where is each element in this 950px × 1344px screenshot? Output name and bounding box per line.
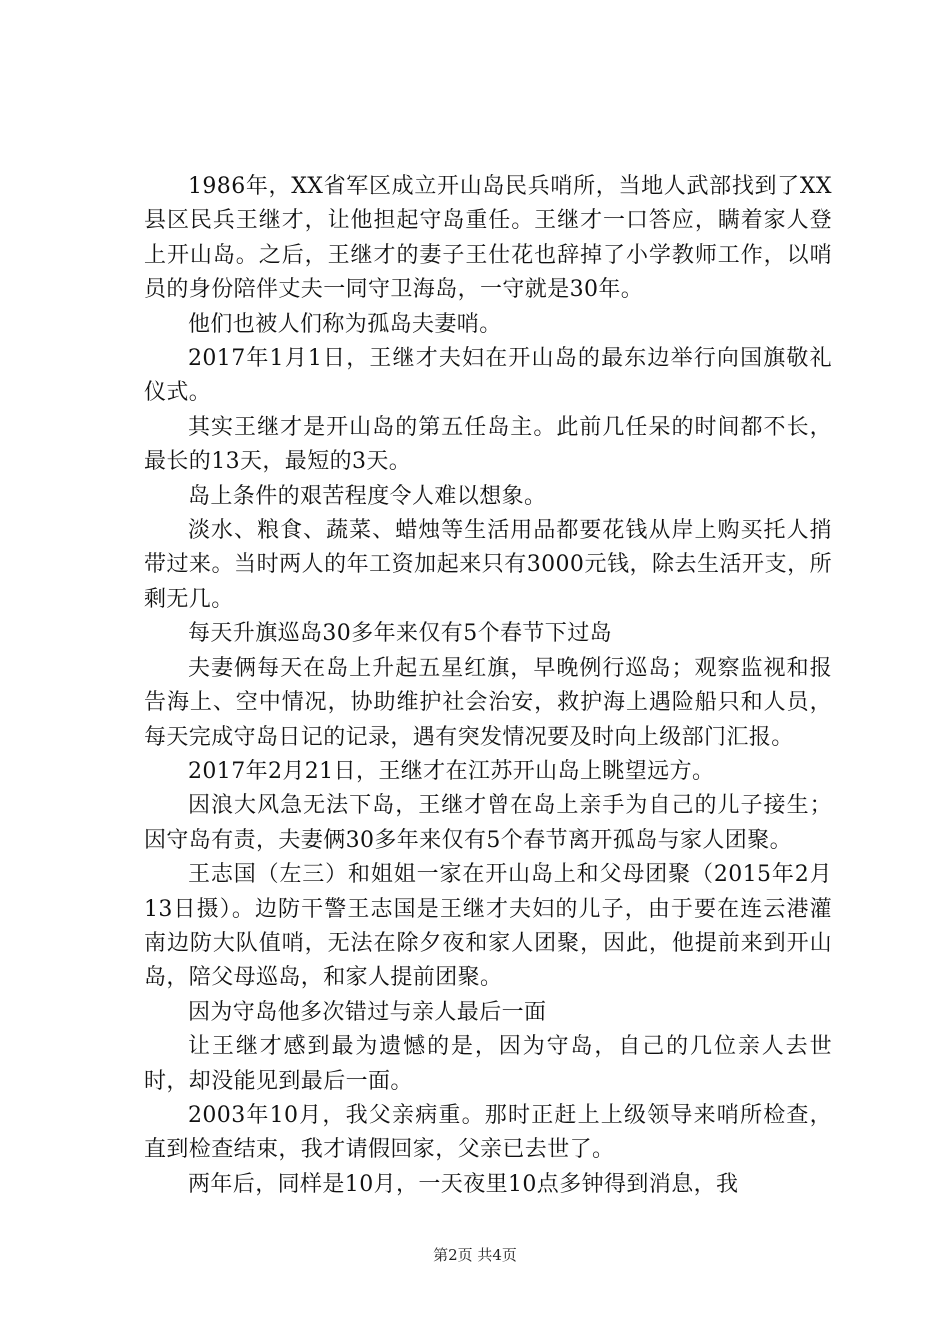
paragraph-10: 王志国（左三）和姐姐一家在开山岛上和父母团聚（2015年2月13日摄）。边防干警王志国是王继才夫妇的儿子，由于要在连云港灌南边防大队值哨，无法在除夕夜和家人团聚，因此，他提前来到开山岛，陪父母巡岛，和家人提前团聚。 — [144, 862, 832, 991]
page-number-footer: 第2页 共4页 — [433, 1246, 517, 1264]
paragraph-12: 2003年10月，我父亲病重。那时正赶上上级领导来哨所检查，直到检查结束，我才请假回家，父亲已去世了。 — [144, 1102, 832, 1163]
paragraph-2: 他们也被人们称为孤岛夫妻哨。 — [188, 311, 502, 337]
section-heading-1: 每天升旗巡岛30多年来仅有5个春节下过岛 — [188, 621, 612, 647]
paragraph-9: 因浪大风急无法下岛，王继才曾在岛上亲手为自己的儿子接生；因守岛有责，夫妻俩30多年来仅有5个春节离开孤岛与家人团聚。 — [144, 793, 832, 853]
article-body — [144, 170, 832, 1202]
paragraph-8: 2017年2月21日，王继才在江苏开山岛上眺望远方。 — [188, 758, 715, 784]
paragraph-3: 2017年1月1日，王继才夫妇在开山岛的最东边举行向国旗敬礼仪式。 — [144, 346, 832, 406]
paragraph-13: 两年后，同样是10月，一天夜里10点多钟得到消息，我 — [188, 1171, 739, 1197]
paragraph-5: 岛上条件的艰苦程度令人难以想象。 — [188, 483, 547, 509]
paragraph-1: 1986年，XX省军区成立开山岛民兵哨所，当地人武部找到了XX县区民兵王继才，让他担起守岛重任。王继才一口答应，瞒着家人登上开山岛。之后，王继才的妻子王仕花也辞掉了小学教师工作，以哨员的身份陪伴丈夫一同守卫海岛，一守就是30年。 — [144, 174, 832, 303]
paragraph-11: 让王继才感到最为遗憾的是，因为守岛，自己的几位亲人去世时，却没能见到最后一面。 — [144, 1034, 832, 1094]
paragraph-7: 夫妻俩每天在岛上升起五星红旗，早晚例行巡岛；观察监视和报告海上、空中情况，协助维护社会治安，救护海上遇险船只和人员，每天完成守岛日记的记录，遇有突发情况要及时向上级部门汇报。 — [144, 655, 832, 750]
paragraph-4: 其实王继才是开山岛的第五任岛主。此前几任呆的时间都不长，最长的13天，最短的3天。 — [144, 414, 832, 475]
paragraph-6: 淡水、粮食、蔬菜、蜡烛等生活用品都要花钱从岸上购买托人捎带过来。当时两人的年工资加起来只有3000元钱，除去生活开支，所剩无几。 — [144, 518, 832, 612]
section-heading-2: 因为守岛他多次错过与亲人最后一面 — [188, 999, 547, 1025]
